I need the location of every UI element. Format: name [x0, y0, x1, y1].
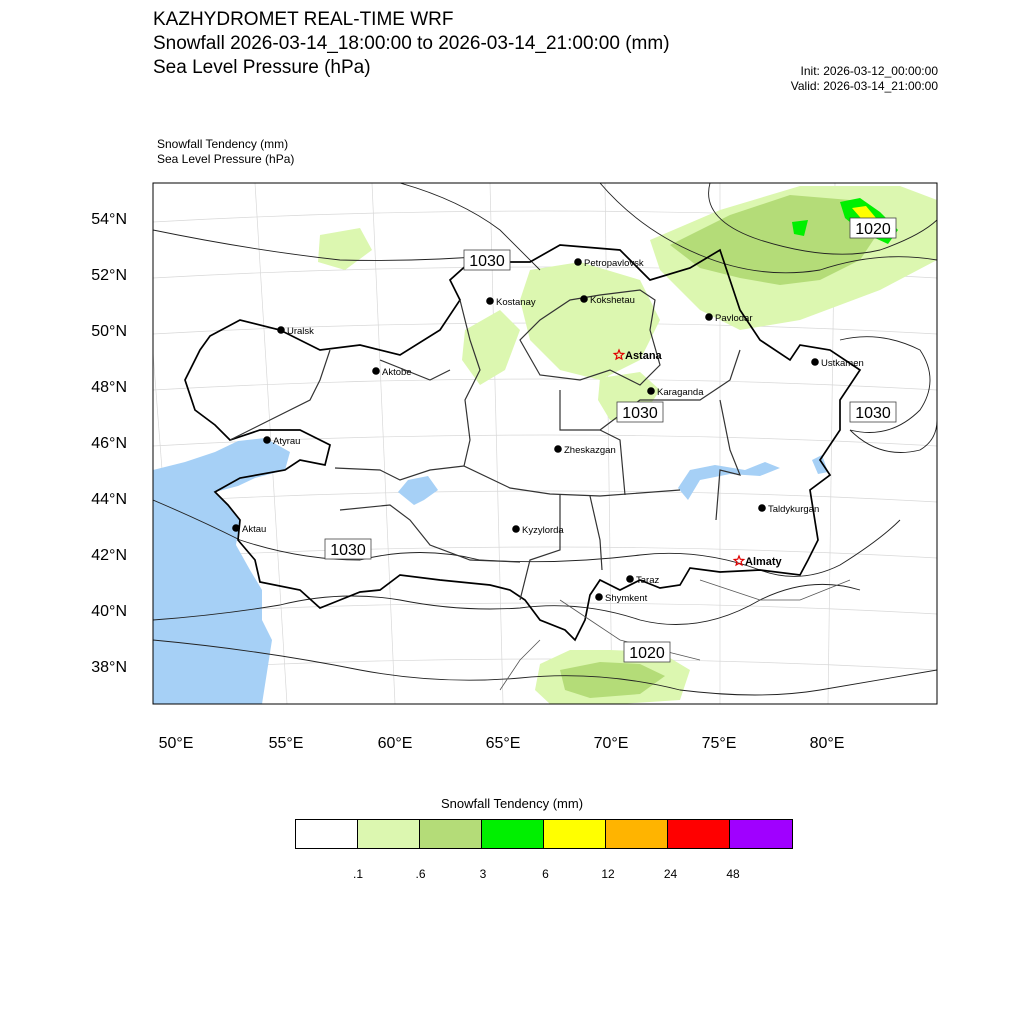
colorbar	[295, 819, 793, 849]
city-label: Uralsk	[287, 326, 314, 337]
city-label: Astana	[625, 350, 662, 362]
capital-star-icon	[734, 556, 744, 565]
lon-label: 55°E	[268, 735, 304, 752]
city-dot-icon	[263, 436, 271, 444]
subtitle-line-2: Sea Level Pressure (hPa)	[157, 152, 295, 166]
city-dot-icon	[486, 297, 494, 305]
colorbar-tick-label: .6	[415, 867, 426, 881]
lon-label: 50°E	[158, 735, 194, 752]
isobar-label: 1030	[330, 542, 366, 559]
colorbar-swatch	[482, 820, 544, 848]
city-dot-icon	[372, 367, 380, 375]
colorbar-swatch	[730, 820, 792, 848]
colorbar-swatch	[358, 820, 420, 848]
lat-label: 46°N	[91, 435, 127, 452]
aral-sea	[398, 476, 438, 505]
lat-label: 38°N	[91, 659, 127, 676]
colorbar-tick-label: 12	[601, 867, 615, 881]
city-label: Almaty	[745, 556, 782, 568]
city-label: Kostanay	[496, 297, 536, 308]
city-dot-icon	[512, 525, 520, 533]
lat-label: 54°N	[91, 211, 127, 228]
isobar-label: 1020	[855, 221, 891, 238]
init-time: Init: 2026-03-12_00:00:00	[800, 64, 938, 78]
city-label: Taldykurgan	[768, 504, 820, 515]
title-line-2: Snowfall 2026-03-14_18:00:00 to 2026-03-14_21:00:00 (mm)	[153, 33, 670, 54]
city-label: Zheskazgan	[564, 445, 616, 456]
city-label: Kyzylorda	[522, 525, 564, 536]
colorbar-title: Snowfall Tendency (mm)	[440, 796, 584, 811]
colorbar-swatch	[544, 820, 606, 848]
lat-label: 52°N	[91, 267, 127, 284]
city-dot-icon	[580, 295, 588, 303]
valid-time: Valid: 2026-03-14_21:00:00	[790, 79, 938, 93]
latitude-labels	[91, 211, 127, 676]
lat-label: 40°N	[91, 603, 127, 620]
city-dot-icon	[626, 575, 634, 583]
lon-label: 70°E	[593, 735, 629, 752]
longitude-labels	[159, 735, 845, 752]
city-label: Karaganda	[657, 387, 704, 398]
city-dot-icon	[811, 358, 819, 366]
isobar-label: 1030	[622, 405, 658, 422]
lake-alakol	[812, 455, 828, 474]
colorbar-swatch	[420, 820, 482, 848]
city-dot-icon	[574, 258, 582, 266]
city-dot-icon	[647, 387, 655, 395]
colorbar-swatch	[606, 820, 668, 848]
city-dot-icon	[595, 593, 603, 601]
title-line-3: Sea Level Pressure (hPa)	[153, 57, 371, 78]
lon-label: 75°E	[701, 735, 737, 752]
lat-label: 44°N	[91, 491, 127, 508]
city-dot-icon	[277, 326, 285, 334]
city-label: Ustkamen	[821, 358, 864, 369]
lon-label: 60°E	[377, 735, 413, 752]
subtitle-line-1: Snowfall Tendency (mm)	[157, 137, 289, 151]
city-label: Pavlodar	[715, 313, 753, 324]
lat-label: 42°N	[91, 547, 127, 564]
colorbar-swatch	[296, 820, 358, 848]
colorbar-tick-label: 6	[542, 867, 549, 881]
city-dot-icon	[232, 524, 240, 532]
isobar-label: 1030	[855, 405, 891, 422]
colorbar-tick-label: .1	[352, 867, 364, 881]
lat-label: 50°N	[91, 323, 127, 340]
city-dot-icon	[554, 445, 562, 453]
city-label: Petropavlovsk	[584, 258, 644, 269]
city-label: Taraz	[636, 575, 660, 586]
colorbar-tick-label: 48	[726, 867, 740, 881]
lat-label: 48°N	[91, 379, 127, 396]
colorbar-swatch	[668, 820, 730, 848]
isobar-label: 1030	[469, 253, 505, 270]
city-label: Shymkent	[605, 593, 648, 604]
city-label: Atyrau	[273, 436, 301, 447]
city-label: Kokshetau	[590, 295, 635, 306]
city-label: Aktobe	[382, 367, 412, 378]
title-line-1: KAZHYDROMET REAL-TIME WRF	[153, 9, 454, 30]
city-dot-icon	[758, 504, 766, 512]
lon-label: 80°E	[809, 735, 845, 752]
city-dot-icon	[705, 313, 713, 321]
colorbar-tick-label: 24	[663, 867, 678, 881]
city-label: Aktau	[242, 524, 267, 535]
lon-label: 65°E	[485, 735, 521, 752]
isobar-label: 1020	[629, 645, 665, 662]
colorbar-tick-label: 3	[479, 867, 487, 881]
